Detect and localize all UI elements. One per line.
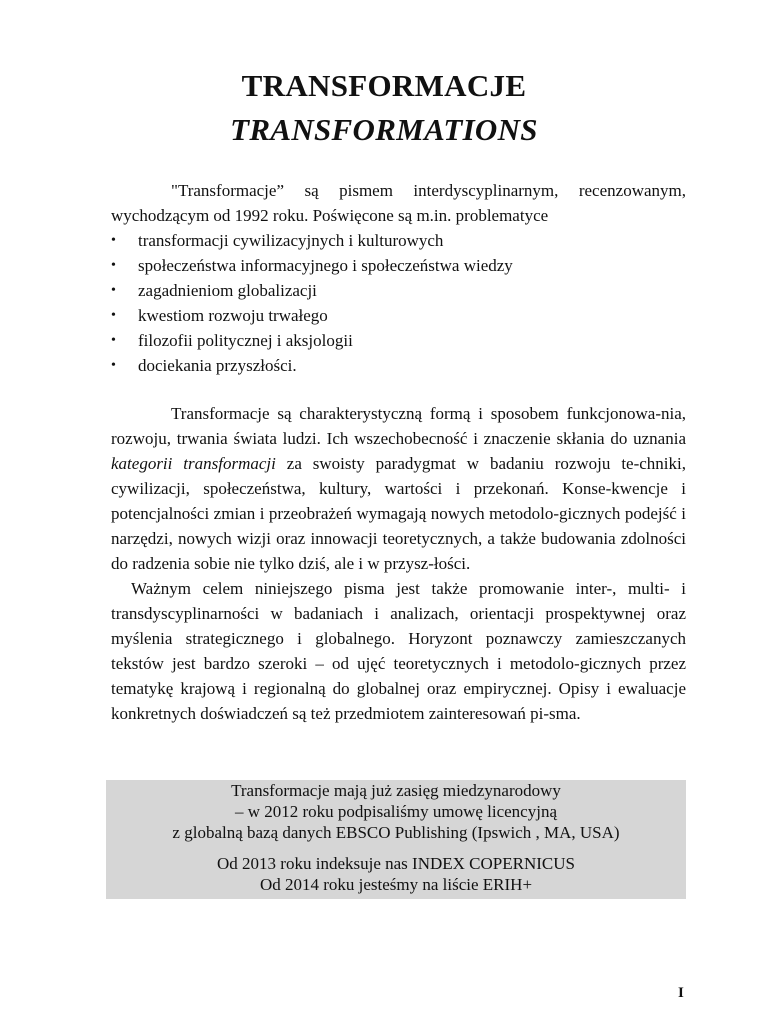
bullet-icon: • <box>111 333 116 348</box>
journal-subtitle: TRANSFORMATIONS <box>230 112 538 147</box>
intro-paragraph: "Transformacje” są pismem interdyscyplinarnym, recenzowanym, wychodzącym od 1992 roku. Poświęcone są m.in. problematyce <box>111 181 686 225</box>
notice-line: – w 2012 roku podpisaliśmy umowę licencyjną <box>234 802 557 821</box>
topic-list <box>111 228 686 378</box>
bullet-icon: • <box>111 358 116 373</box>
body-section <box>111 401 686 726</box>
topic-text: filozofii politycznej i aksjologii <box>138 331 353 350</box>
body-paragraph-1 <box>111 401 686 576</box>
topic-list-item <box>111 228 686 253</box>
topic-text: dociekania przyszłości. <box>138 356 297 375</box>
journal-title: TRANSFORMACJE <box>241 68 527 103</box>
topic-text: kwestiom rozwoju trwałego <box>138 306 328 325</box>
topic-list-item <box>111 353 686 378</box>
bullet-icon: • <box>111 233 116 248</box>
body-paragraph-2: Ważnym celem niniejszego pisma jest także promowanie inter-, multi- i transdyscyplinarności w badaniach i analizach, orientacji prospektywnej oraz myślenia strategicznego i globalnego. Horyzont poznawczy zamieszczanych tekstów jest bardzo szeroki – od ujęć teoretycznych i metodolo-gicznych przez tematykę krajową i regionalną do globalnej oraz empirycznej. Opisy i ewaluacje konkretnych doświadczeń są też przedmiotem zainteresowań pi-sma. <box>111 579 686 723</box>
body-text: Transformacje są charakterystyczną formą i sposobem funkcjonowa-nia, rozwoju, trwania świata ludzi. Ich wszechobecność i znaczenie skłania do uznania <box>111 404 686 448</box>
bullet-icon: • <box>111 308 116 323</box>
topic-list-item <box>111 328 686 353</box>
notice-line: Od 2013 roku indeksuje nas INDEX COPERNICUS <box>217 854 575 873</box>
bullet-icon: • <box>111 283 116 298</box>
topic-text: zagadnieniom globalizacji <box>138 281 317 300</box>
topic-text: społeczeństwa informacyjnego i społeczeństwa wiedzy <box>138 256 513 275</box>
page-number: I <box>678 985 684 1001</box>
notice-line: Transformacje mają już zasięg miedzynarodowy <box>231 781 561 800</box>
body-text: za swoisty paradygmat w badaniu rozwoju te-chniki, cywilizacji, społeczeństwa, kultury, wartości i przekonań. Konse-kwencje i potencjalności zmian i przeobrażeń wymagają nowych metodolo-gicznych podejść i narzędzi, nowych wizji oraz innowacji teoretycznych, a także budowania zdolności do radzenia sobie nie tylko dziś, ale i w przysz-łości. <box>111 454 686 573</box>
topic-list-item <box>111 278 686 303</box>
topic-list-item <box>111 253 686 278</box>
italic-phrase: kategorii transformacji <box>111 454 276 473</box>
indexing-notice-box <box>106 780 686 899</box>
topic-text: transformacji cywilizacyjnych i kulturowych <box>138 231 444 250</box>
bullet-icon: • <box>111 258 116 273</box>
intro-section <box>111 178 686 378</box>
notice-line: Od 2014 roku jesteśmy na liście ERIH+ <box>259 875 533 894</box>
notice-line: z globalną bazą danych EBSCO Publishing (Ipswich , MA, USA) <box>172 823 620 842</box>
topic-list-item <box>111 303 686 328</box>
